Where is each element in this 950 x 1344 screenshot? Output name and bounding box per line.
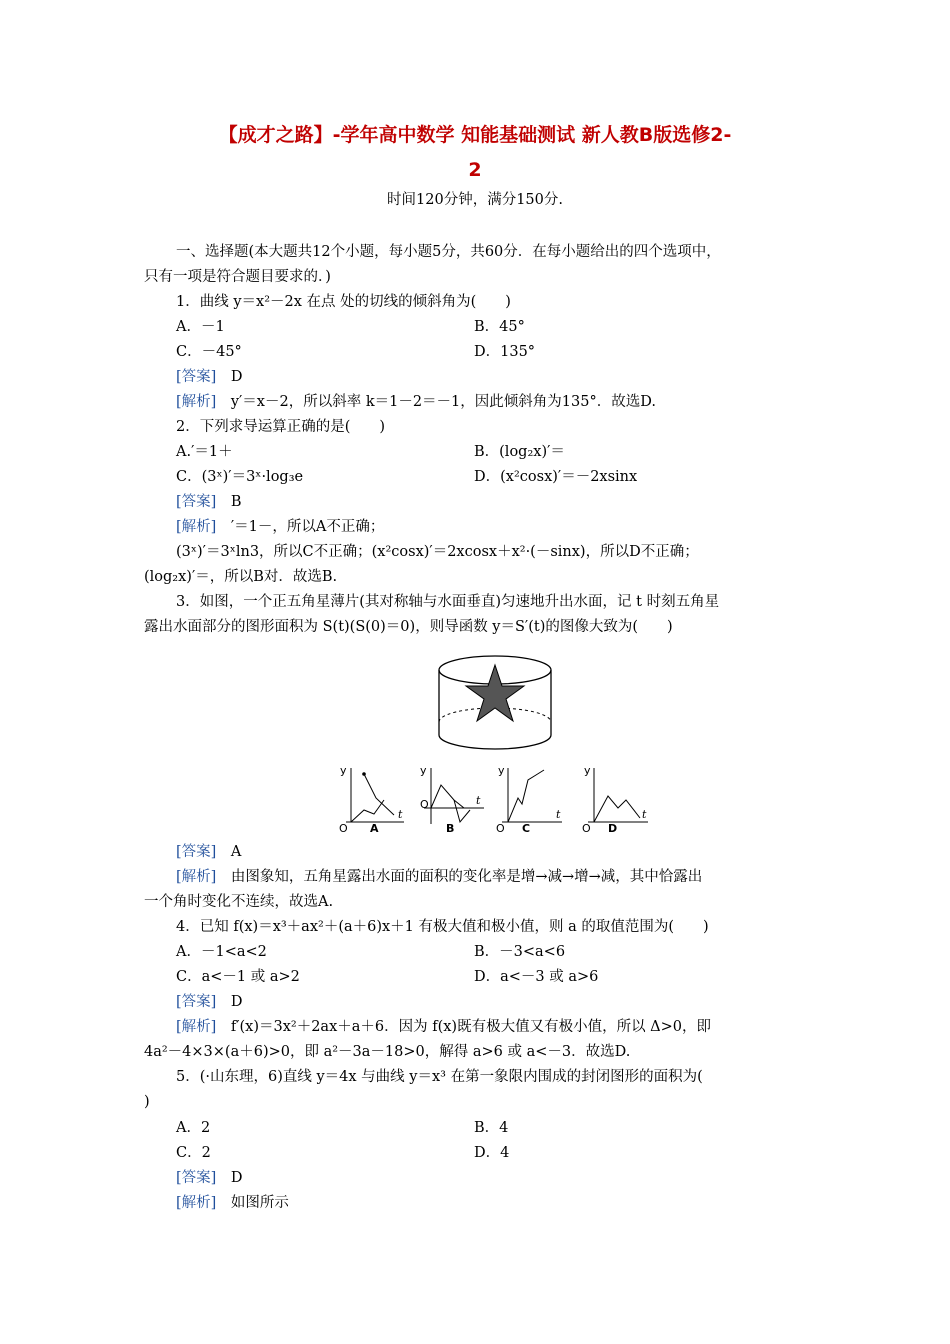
graph-a-y-label: y [340,764,347,777]
answer-tag: [答案] [176,1170,217,1186]
q2-analysis [176,517,384,537]
time-limit-text: 时间120分钟，满分150分. [387,192,563,208]
graph-d-t-label: t [642,808,647,821]
q3-analysis-continued: 一个角时变化不连续，故选A. [144,894,334,910]
q4-option-b: B．－3<a<6 [474,944,566,960]
q1-option-d: D．135° [474,344,536,360]
graph-b-origin: O [420,798,429,811]
answer-value: D [230,369,243,385]
q2-option-d: D．(x²cosx)′＝－2xsinx [474,469,638,485]
answer-tag: [答案] [176,494,217,510]
q3-answer [176,842,241,862]
graph-d-label: D [608,822,618,835]
q2-option-a: A.′＝1＋ [176,444,233,460]
q4-analysis [176,1017,711,1037]
q1-option-b: B．45° [474,319,525,335]
q4-option-d: D．a<－3 或 a>6 [474,969,599,985]
analysis-text: 由图象知，五角星露出水面的面积的变化率是增→减→增→减，其中恰露出 [230,869,703,885]
graph-b [420,764,484,835]
graph-a-t-label: t [398,808,403,821]
section-intro-continued: 只有一项是符合题目要求的．) [144,269,331,285]
q1-answer [176,367,242,387]
answer-value: D [230,994,243,1010]
answer-value: A [230,844,242,860]
q1-option-c: C．－45° [176,344,242,360]
question-1-stem: 1．曲线 y＝x²－2x 在点 处的切线的倾斜角为( ) [176,294,511,310]
answer-value: D [230,1170,243,1186]
document-title: 【成才之路】-学年高中数学 知能基础测试 新人教B版选修2- [218,124,732,146]
question-3-stem: 3．如图，一个正五角星薄片(其对称轴与水面垂直)匀速地升出水面，记 t 时刻五角星 [176,594,720,610]
analysis-text: y′＝x－2，所以斜率 k＝1－2＝－1，因此倾斜角为135°．故选D. [230,394,656,410]
graph-c-label: C [522,822,531,835]
q5-analysis [176,1193,289,1213]
q2-option-b: B．(log₂x)′＝ [474,444,565,460]
question-5-stem: 5．(·山东理，6)直线 y＝4x 与曲线 y＝x³ 在第一象限内围成的封闭图形的面积为( [176,1069,703,1085]
answer-value: B [230,494,242,510]
answer-tag: [答案] [176,844,217,860]
graph-d-y-label: y [584,764,591,777]
q5-option-c: C．2 [176,1145,211,1161]
analysis-text: ′＝1－，所以A不正确； [230,519,385,535]
analysis-tag: [解析] [176,869,217,885]
q2-analysis-line2: (3ˣ)′＝3ˣln3，所以C不正确；(x²cosx)′＝2xcosx＋x²·(－sinx)，所以D不正确； [176,544,699,560]
answer-tag: [答案] [176,369,217,385]
q2-option-c: C．(3ˣ)′＝3ˣ·log₃e [176,469,304,485]
analysis-text: 如图所示 [230,1195,289,1211]
graph-c-t-label: t [556,808,561,821]
graph-b-y-label: y [420,764,427,777]
graph-c [496,764,562,835]
q5-option-b: B．4 [474,1120,509,1136]
graph-a-label: A [370,822,379,835]
graph-c-y-label: y [498,764,505,777]
q4-analysis-continued: 4a²－4×3×(a＋6)>0，即 a²－3a－18>0，解得 a>6 或 a<－3．故选D. [144,1044,631,1060]
graph-a [339,764,404,835]
star-cylinder-figure [432,652,558,752]
question-5-stem-continued: ) [144,1094,150,1110]
q4-option-c: C．a<－1 或 a>2 [176,969,300,985]
analysis-text: f′(x)＝3x²＋2ax＋a＋6．因为 f(x)既有极大值又有极小值，所以 Δ>0，即 [230,1019,712,1035]
analysis-tag: [解析] [176,1195,217,1211]
q3-analysis [176,867,702,887]
answer-tag: [答案] [176,994,217,1010]
analysis-tag: [解析] [176,1019,217,1035]
graph-d [582,764,648,835]
analysis-tag: [解析] [176,519,217,535]
section-intro: 一、选择题(本大题共12个小题，每小题5分，共60分．在每小题给出的四个选项中， [176,244,721,260]
q4-answer [176,992,242,1012]
q1-analysis [176,392,656,412]
document-title-continued: 2 [468,159,482,181]
q5-answer [176,1168,242,1188]
q2-answer [176,492,241,512]
graph-d-origin: O [582,822,591,835]
question-3-stem-continued: 露出水面部分的图形面积为 S(t)(S(0)＝0)，则导函数 y＝S′(t)的图像大致为( ) [144,619,673,635]
q4-option-a: A．－1<a<2 [176,944,267,960]
answer-graphs [336,760,656,835]
q1-option-a: A．－1 [176,319,225,335]
q5-option-d: D．4 [474,1145,510,1161]
graph-a-origin: O [339,822,348,835]
graph-c-origin: O [496,822,505,835]
analysis-tag: [解析] [176,394,217,410]
graph-b-label: B [446,822,455,835]
q5-option-a: A．2 [176,1120,211,1136]
q2-analysis-line3: (log₂x)′＝，所以B对．故选B. [144,569,338,585]
graph-b-t-label: t [476,794,481,807]
question-2-stem: 2．下列求导运算正确的是( ) [176,419,386,435]
question-4-stem: 4．已知 f(x)＝x³＋ax²＋(a＋6)x＋1 有极大值和极小值，则 a 的取值范围为( ) [176,919,709,935]
